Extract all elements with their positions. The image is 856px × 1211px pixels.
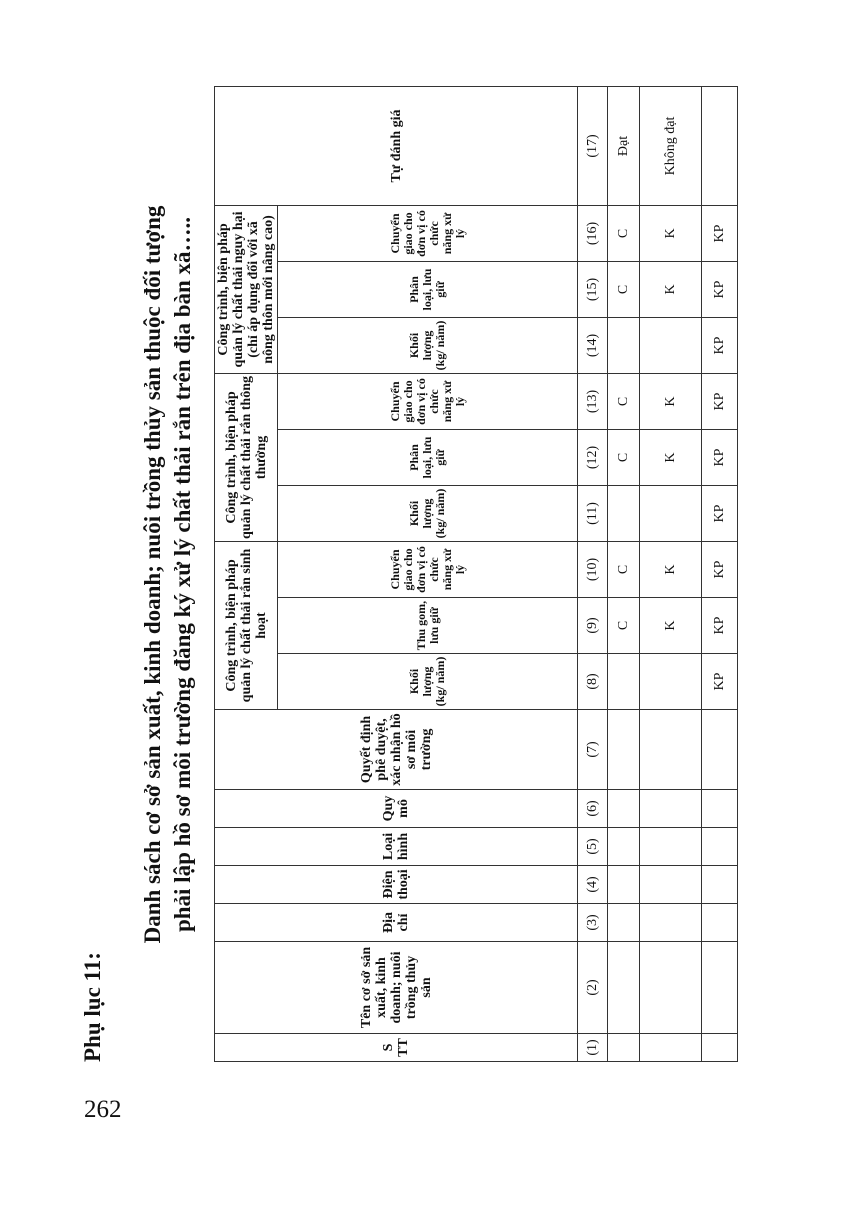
header-address: Địa chỉ <box>215 904 578 942</box>
column-number: (17) <box>578 86 608 205</box>
header-facility-name: Tên cơ sở sản xuất, kinh doanh; nuôi trồng thủy sản <box>215 942 578 1034</box>
table-cell: K <box>640 430 702 486</box>
column-number: (11) <box>578 486 608 542</box>
table-cell <box>702 942 738 1034</box>
table-cell <box>640 1034 702 1062</box>
header-domestic-weight: Khối lượng (kg/ năm) <box>278 654 578 710</box>
header-domestic-transfer: Chuyển giao cho đơn vị có chức năng xử lý <box>278 542 578 598</box>
table-cell: Đạt <box>608 86 640 205</box>
table-cell <box>608 1034 640 1062</box>
appendix-title-line-2: phải lập hồ sơ môi trường đăng ký xử lý chất thải rắn trên địa bàn xã….. <box>170 216 195 933</box>
table-row <box>702 86 738 1061</box>
table-cell: KP <box>702 598 738 654</box>
table-cell <box>702 866 738 904</box>
header-type: Loại hình <box>215 828 578 866</box>
header-scale: Quy mô <box>215 790 578 828</box>
column-number: (6) <box>578 790 608 828</box>
table-cell: K <box>640 261 702 317</box>
table-cell: Không đạt <box>640 86 702 205</box>
column-number: (12) <box>578 430 608 486</box>
table-cell: K <box>640 542 702 598</box>
header-hazardous-transfer: Chuyển giao cho đơn vị có chức năng xử lý <box>278 205 578 261</box>
column-number: (9) <box>578 598 608 654</box>
table-row <box>608 86 640 1061</box>
table-cell: KP <box>702 654 738 710</box>
table-cell: KP <box>702 261 738 317</box>
table-cell <box>608 710 640 790</box>
table-cell: C <box>608 373 640 429</box>
table-cell: C <box>608 205 640 261</box>
table-cell <box>640 904 702 942</box>
header-hazardous-sorting: Phân loại, lưu giữ <box>278 261 578 317</box>
rotated-page-content <box>80 87 770 1062</box>
column-number: (8) <box>578 654 608 710</box>
column-number: (10) <box>578 542 608 598</box>
table-cell <box>640 790 702 828</box>
header-decision: Quyết định phê duyệt, xác nhận hồ sơ môi trường <box>215 710 578 790</box>
table-cell <box>640 828 702 866</box>
table-cell <box>608 942 640 1034</box>
table-cell <box>640 654 702 710</box>
table-cell: K <box>640 373 702 429</box>
column-number: (15) <box>578 261 608 317</box>
table-cell <box>608 317 640 373</box>
column-number-row <box>578 86 608 1061</box>
table-cell <box>702 790 738 828</box>
table-cell: KP <box>702 486 738 542</box>
column-number: (1) <box>578 1034 608 1062</box>
table-cell: KP <box>702 542 738 598</box>
table-cell <box>640 317 702 373</box>
column-number: (14) <box>578 317 608 373</box>
table-cell <box>702 904 738 942</box>
column-number: (16) <box>578 205 608 261</box>
table-cell: C <box>608 430 640 486</box>
table-cell <box>702 710 738 790</box>
table-cell <box>640 486 702 542</box>
table-cell <box>608 828 640 866</box>
table-cell <box>640 866 702 904</box>
table-cell <box>608 790 640 828</box>
column-number: (3) <box>578 904 608 942</box>
column-number: (5) <box>578 828 608 866</box>
table-cell: C <box>608 598 640 654</box>
table-cell: KP <box>702 317 738 373</box>
appendix-title-line-1: Danh sách cơ sở sản xuất, kinh doanh; nuôi trồng thủy sản thuộc đối tượng <box>140 205 165 944</box>
table-header-row-1 <box>215 86 278 1061</box>
table-cell <box>702 828 738 866</box>
header-self-evaluation: Tự đánh giá <box>215 86 578 205</box>
column-number: (7) <box>578 710 608 790</box>
header-domestic-collection: Thu gom, lưu giữ <box>278 598 578 654</box>
column-number: (4) <box>578 866 608 904</box>
header-stt: S TT <box>215 1034 578 1062</box>
appendix-label: Phụ lục 11: <box>80 952 105 1062</box>
header-hazardous-weight: Khối lượng (kg/ năm) <box>278 317 578 373</box>
header-ordinary-sorting: Phân loại, lưu giữ <box>278 430 578 486</box>
page-number: 262 <box>84 1096 122 1123</box>
table-cell <box>608 654 640 710</box>
table-cell: C <box>608 261 640 317</box>
table-row <box>640 86 702 1061</box>
header-group-ordinary: Công trình, biện pháp quản lý chất thải rắn thông thường <box>215 373 278 541</box>
table-cell: KP <box>702 205 738 261</box>
table-cell: K <box>640 205 702 261</box>
table-cell <box>608 486 640 542</box>
table-cell: K <box>640 598 702 654</box>
table-cell <box>702 1034 738 1062</box>
header-group-domestic: Công trình, biện pháp quản lý chất thải rắn sinh hoạt <box>215 542 278 710</box>
table-cell: KP <box>702 430 738 486</box>
header-ordinary-transfer: Chuyển giao cho đơn vị có chức năng xử lý <box>278 373 578 429</box>
facility-list-table <box>214 86 738 1062</box>
table-cell <box>608 904 640 942</box>
column-number: (13) <box>578 373 608 429</box>
table-cell <box>640 710 702 790</box>
table-cell <box>702 86 738 205</box>
column-number: (2) <box>578 942 608 1034</box>
table-cell: KP <box>702 373 738 429</box>
header-group-hazardous: Công trình, biện pháp quản lý chất thải nguy hại (chỉ áp dụng đối với xã nông thôn mới nâng cao) <box>215 205 278 373</box>
header-phone: Điện thoại <box>215 866 578 904</box>
table-cell: C <box>608 542 640 598</box>
header-ordinary-weight: Khối lượng (kg/ năm) <box>278 486 578 542</box>
table-cell <box>640 942 702 1034</box>
table-cell <box>608 866 640 904</box>
